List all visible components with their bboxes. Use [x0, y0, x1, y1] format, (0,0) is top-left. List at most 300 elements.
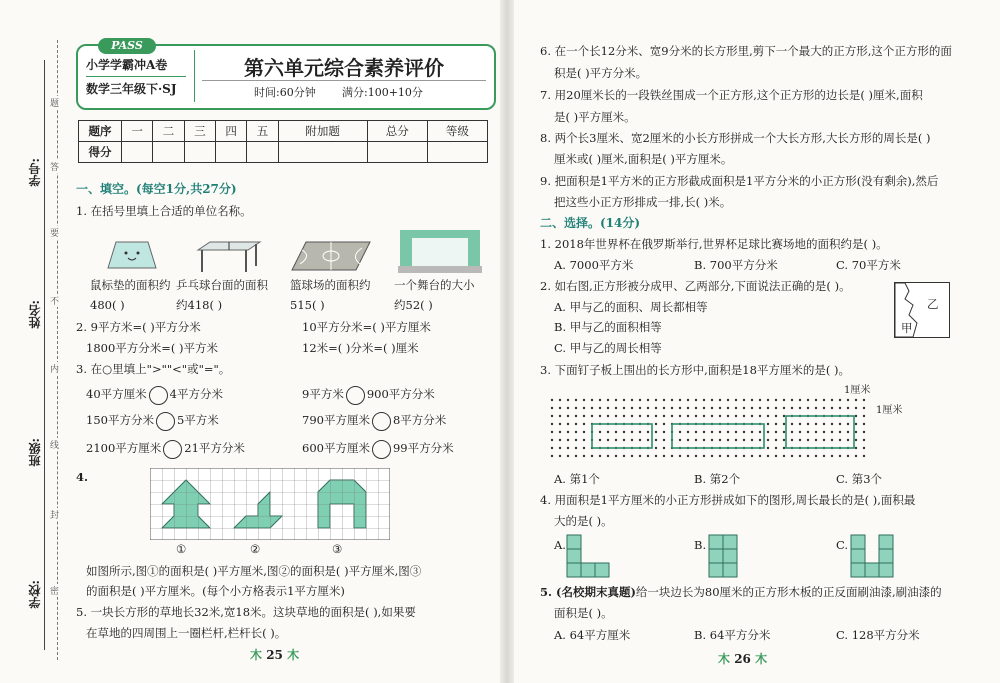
nail-dot [599, 407, 601, 409]
nail-dot [775, 455, 777, 457]
nail-dot [839, 431, 841, 433]
nail-dot [583, 415, 585, 417]
q1-item3-line1: 篮球场的面积约 [290, 278, 371, 292]
c3-nail-board [548, 396, 874, 466]
nail-dot [767, 399, 769, 401]
q3-row3-left [86, 438, 245, 459]
compare-right: 4平方分米 [169, 387, 223, 401]
nail-dot [583, 423, 585, 425]
c4-figure-b [708, 534, 738, 578]
c2-stem[interactable]: 2. 如右图,正方形被分成甲、乙两部分,下面说法正确的是( )。 [540, 279, 851, 293]
seal-char: 线 [50, 438, 59, 451]
q8-text-2[interactable]: 厘米或( )厘米,面积是( )平方厘米。 [554, 152, 733, 166]
nail-dot [575, 439, 577, 441]
nail-dot [591, 415, 593, 417]
nail-dot [719, 431, 721, 433]
table-cell: 四 [215, 121, 246, 142]
nail-dot [639, 455, 641, 457]
c3-option-c[interactable]: C. 第3个 [836, 472, 883, 486]
nail-dot [735, 455, 737, 457]
nail-dot [703, 407, 705, 409]
nail-dot [575, 447, 577, 449]
nail-dot [823, 399, 825, 401]
nail-dot [623, 439, 625, 441]
compare-circle[interactable] [149, 386, 168, 405]
nail-dot [847, 423, 849, 425]
nail-dot [767, 415, 769, 417]
nail-dot [855, 415, 857, 417]
nail-dot [831, 423, 833, 425]
nail-dot [847, 407, 849, 409]
nail-dot [863, 439, 865, 441]
nail-dot [567, 423, 569, 425]
nail-dot [863, 423, 865, 425]
c3-option-a[interactable]: A. 第1个 [554, 472, 600, 486]
compare-circle[interactable] [372, 440, 391, 459]
q4-label-2: ② [250, 542, 261, 556]
nail-dot [687, 415, 689, 417]
score-input-cell[interactable] [153, 142, 184, 163]
exam-title: 第六单元综合素养评价 [244, 56, 444, 80]
nail-dot [607, 431, 609, 433]
nail-dot [807, 407, 809, 409]
score-input-cell[interactable] [247, 142, 278, 163]
nail-dot [679, 399, 681, 401]
palm-icon: ⽊ [287, 648, 300, 662]
nail-dot [807, 431, 809, 433]
nail-dot [735, 431, 737, 433]
nail-dot [831, 431, 833, 433]
nail-dot [575, 423, 577, 425]
nail-dot [799, 399, 801, 401]
score-input-cell[interactable] [122, 142, 153, 163]
nail-dot [807, 439, 809, 441]
nail-dot [583, 407, 585, 409]
nail-dot [695, 439, 697, 441]
nail-dot [863, 431, 865, 433]
center-fold [500, 0, 514, 683]
nail-dot [855, 455, 857, 457]
score-input-cell[interactable] [367, 142, 427, 163]
c4-figure-c [850, 534, 894, 578]
seal-char: 不 [50, 294, 59, 307]
q5-text-2[interactable]: 在草地的四周围上一圈栏杆,栏杆长( )。 [86, 626, 287, 640]
q7-text-1[interactable]: 7. 用20厘米长的一段铁丝围成一个正方形,这个正方形的边长是( )厘米,面积 [540, 88, 923, 102]
nail-dot [767, 407, 769, 409]
nail-dot [719, 399, 721, 401]
nail-dot [687, 431, 689, 433]
nail-dot [743, 407, 745, 409]
nail-dot [647, 407, 649, 409]
nail-dot [679, 431, 681, 433]
nail-dot [863, 447, 865, 449]
c2-option-b[interactable]: B. 甲与乙的面积相等 [554, 320, 662, 334]
nail-dot [695, 455, 697, 457]
score-input-cell[interactable] [427, 142, 487, 163]
nail-dot [791, 423, 793, 425]
nail-dot [591, 455, 593, 457]
c1-option-b[interactable]: B. 700平方分米 [694, 258, 778, 272]
nail-dot [599, 455, 601, 457]
nail-dot [751, 399, 753, 401]
nail-dot [855, 399, 857, 401]
nail-dot [599, 399, 601, 401]
c3-option-b[interactable]: B. 第2个 [694, 472, 741, 486]
nail-dot [663, 447, 665, 449]
nail-dot [775, 399, 777, 401]
compare-circle[interactable] [163, 440, 182, 459]
c3-stem[interactable]: 3. 下面钉子板上围出的长方形中,面积是18平方厘米的是( )。 [540, 363, 851, 377]
nail-dot [855, 407, 857, 409]
nail-dot [767, 423, 769, 425]
nail-dot [735, 415, 737, 417]
nail-dot [655, 439, 657, 441]
nail-dot [575, 407, 577, 409]
q3-row3-right [302, 438, 454, 459]
c1-stem[interactable]: 1. 2018年世界杯在俄罗斯举行,世界杯足球比赛场地的面积约是( )。 [540, 237, 888, 251]
nail-dot [711, 455, 713, 457]
nail-dot [559, 407, 561, 409]
nail-dot [583, 439, 585, 441]
nail-dot [583, 399, 585, 401]
nail-dot [559, 431, 561, 433]
nail-dot [727, 407, 729, 409]
nail-dot [655, 447, 657, 449]
compare-circle[interactable] [156, 412, 175, 431]
q3-row1-right [302, 384, 435, 405]
nail-dot [807, 455, 809, 457]
q5-text-1[interactable]: 5. 一块长方形的草地长32米,宽18米。这块草地的面积是( ),如果要 [76, 605, 416, 619]
nail-dot [679, 407, 681, 409]
q4-text-2[interactable]: 的面积是( )平方厘米。(每个小方格表示1平方厘米) [86, 584, 345, 598]
nail-dot [567, 455, 569, 457]
c5-option-c[interactable]: C. 128平方分米 [836, 628, 920, 642]
nail-dot [823, 407, 825, 409]
nail-dot [559, 439, 561, 441]
nail-dot [687, 439, 689, 441]
nail-dot [751, 415, 753, 417]
nail-dot [823, 439, 825, 441]
page-footer-right [718, 650, 767, 667]
nail-dot [791, 399, 793, 401]
c5-text-2[interactable]: 面积是( )。 [554, 606, 613, 620]
class-label: 班级: [28, 438, 42, 467]
q2-b[interactable]: 10平方分米=( )平方厘米 [302, 320, 431, 334]
nail-dot [631, 415, 633, 417]
q9-text-2[interactable]: 把这些小正方形排成一排,长( )米。 [554, 195, 732, 209]
nail-dot [719, 415, 721, 417]
nail-dot [655, 423, 657, 425]
nail-dot [703, 455, 705, 457]
nail-dot [775, 415, 777, 417]
compare-right: 99平方分米 [392, 441, 454, 455]
nail-dot [743, 439, 745, 441]
nail-dot [783, 447, 785, 449]
compare-circle[interactable] [346, 386, 365, 405]
nail-dot [599, 439, 601, 441]
nail-dot [791, 407, 793, 409]
compare-right: 5平方米 [176, 413, 219, 427]
score-input-cell[interactable] [184, 142, 215, 163]
nail-dot [775, 407, 777, 409]
nail-dot [631, 399, 633, 401]
nail-dot [783, 407, 785, 409]
nail-dot [663, 415, 665, 417]
compare-left: 150平方分米 [86, 413, 154, 427]
table-cell: 一 [122, 121, 153, 142]
nail-dot [703, 415, 705, 417]
nail-dot [727, 455, 729, 457]
nail-dot [551, 399, 553, 401]
nail-dot [679, 439, 681, 441]
nail-dot [831, 439, 833, 441]
nail-dot [647, 415, 649, 417]
nail-dot [863, 407, 865, 409]
nail-dot [551, 423, 553, 425]
nail-dot [639, 415, 641, 417]
mouse-pad-picture [104, 240, 160, 270]
q1-item4-line2[interactable]: 约52( ) [394, 298, 433, 312]
table-cell: 五 [247, 121, 278, 142]
c4-option-a[interactable]: A. [554, 538, 566, 552]
nail-dot [727, 415, 729, 417]
nail-dot [863, 455, 865, 457]
q7-text-2[interactable]: 是( )平方厘米。 [554, 110, 636, 124]
nail-dot [663, 455, 665, 457]
nail-dot [791, 439, 793, 441]
c5-tag: 5. (名校期末真题) [540, 585, 636, 599]
c5-text-1[interactable] [540, 585, 942, 599]
score-input-cell[interactable] [278, 142, 367, 163]
nail-dot [623, 455, 625, 457]
nail-dot [575, 455, 577, 457]
q2-d[interactable]: 12米=( )分米=( )厘米 [302, 341, 419, 355]
q8-text-1[interactable]: 8. 两个长3厘米、宽2厘米的小长方形拼成一个大长方形,大长方形的周长是( ) [540, 131, 931, 145]
nail-dot [839, 399, 841, 401]
nail-dot [631, 439, 633, 441]
nail-dot [647, 431, 649, 433]
nail-dot [663, 407, 665, 409]
nail-dot [639, 407, 641, 409]
nail-dot [767, 439, 769, 441]
q6-text-1[interactable]: 6. 在一个长12分米、宽9分米的长方形里,剪下一个最大的正方形,这个正方形的面 [540, 44, 952, 58]
ping-pong-table-picture [196, 240, 262, 274]
q1-item2-line2[interactable]: 约418( ) [176, 298, 223, 312]
c2-fig-label-jia: 甲 [901, 321, 913, 335]
nail-dot [663, 399, 665, 401]
compare-left: 9平方米 [302, 387, 344, 401]
nail-dot [815, 431, 817, 433]
nail-dot [623, 415, 625, 417]
page-footer-left [250, 646, 299, 663]
name-label: 姓名: [28, 300, 42, 329]
nail-dot [823, 431, 825, 433]
nail-dot [591, 399, 593, 401]
nail-dot [799, 455, 801, 457]
nail-dot [863, 399, 865, 401]
nail-dot [711, 407, 713, 409]
school-label: 学校: [28, 580, 42, 609]
nail-dot [591, 407, 593, 409]
nail-rectangle-1 [592, 424, 652, 448]
c5-stem: 给一块边长为80厘米的正方形木板的正反面刷油漆,刷油漆的 [635, 585, 942, 599]
c2-option-a[interactable]: A. 甲与乙的面积、周长都相等 [554, 300, 708, 314]
nail-dot [671, 399, 673, 401]
c4-text-2[interactable]: 大的是( )。 [554, 514, 613, 528]
nail-dot [719, 407, 721, 409]
seal-char: 封 [50, 508, 59, 521]
table-cell: 二 [153, 121, 184, 142]
nail-dot [607, 399, 609, 401]
c4-text-1[interactable]: 4. 用面积是1平方厘米的小正方形拼成如下的图形,周长最长的是( ),面积最 [540, 493, 916, 507]
q1-item3-line2[interactable]: 515( ) [290, 298, 325, 312]
compare-left: 2100平方厘米 [86, 441, 162, 455]
c1-option-c[interactable]: C. 70平方米 [836, 258, 901, 272]
nail-dot [551, 415, 553, 417]
nail-dot [839, 455, 841, 457]
q1-item1-line2[interactable]: 480( ) [90, 298, 125, 312]
nail-dot [687, 407, 689, 409]
nail-dot [751, 431, 753, 433]
nail-dot [727, 431, 729, 433]
table-cell: 总分 [367, 121, 427, 142]
c2-fig-label-yi: 乙 [927, 297, 939, 311]
q3-stem: 3. 在○里填上">""<"或"="。 [76, 362, 231, 376]
nail-dot [735, 399, 737, 401]
nail-dot [751, 455, 753, 457]
basketball-court-picture [290, 240, 372, 272]
q2-c[interactable]: 1800平方分米=( )平方米 [86, 341, 219, 355]
nail-dot [623, 407, 625, 409]
q9-text-1[interactable]: 9. 把面积是1平方米的正方形截成面积是1平方分米的小正方形(没有剩余),然后 [540, 174, 939, 188]
nail-dot [583, 455, 585, 457]
nail-dot [567, 407, 569, 409]
nail-dot [783, 399, 785, 401]
nail-dot [743, 415, 745, 417]
nail-dot [863, 415, 865, 417]
nail-dot [751, 407, 753, 409]
nail-dot [775, 431, 777, 433]
nail-dot [623, 431, 625, 433]
nail-dot [759, 439, 761, 441]
compare-circle[interactable] [372, 412, 391, 431]
nail-dot [831, 455, 833, 457]
nail-dot [567, 447, 569, 449]
compare-right: 21平方分米 [184, 441, 245, 455]
nail-rectangle-3 [786, 416, 854, 448]
nail-dot [703, 431, 705, 433]
nail-dot [599, 431, 601, 433]
nail-dot [615, 415, 617, 417]
nail-dot [727, 439, 729, 441]
nail-dot [559, 447, 561, 449]
seal-char: 密 [50, 584, 59, 597]
nail-dot [727, 399, 729, 401]
compare-right: 900平方分米 [366, 387, 435, 401]
nail-dot [855, 447, 857, 449]
nail-dot [815, 439, 817, 441]
nail-dot [783, 431, 785, 433]
nail-dot [639, 439, 641, 441]
exam-header [76, 39, 496, 110]
nail-dot [575, 399, 577, 401]
seal-char: 内 [50, 362, 59, 375]
seal-char: 要 [50, 226, 59, 239]
q1-item4-line1: 一个舞台的大小 [394, 278, 475, 292]
nail-dot [839, 407, 841, 409]
nail-dot [655, 455, 657, 457]
nail-dot [631, 455, 633, 457]
nail-dot [799, 431, 801, 433]
table-cell: 等级 [427, 121, 487, 142]
c5-option-a[interactable]: A. 64平方厘米 [554, 628, 631, 642]
c2-option-c[interactable]: C. 甲与乙的周长相等 [554, 341, 662, 355]
nail-dot [703, 439, 705, 441]
c1-option-a[interactable]: A. 7000平方米 [554, 258, 634, 272]
nail-dot [783, 415, 785, 417]
score-input-cell[interactable] [215, 142, 246, 163]
q3-row2-right [302, 410, 446, 431]
nail-dot [631, 407, 633, 409]
palm-icon: ⽊ [718, 652, 731, 666]
nail-dot [551, 455, 553, 457]
q4-label-1: ① [176, 542, 187, 556]
c4-option-b[interactable]: B. [694, 538, 707, 552]
c4-figure-a [566, 534, 610, 578]
c5-option-b[interactable]: B. 64平方分米 [694, 628, 771, 642]
nail-dot [775, 447, 777, 449]
nail-dot [855, 439, 857, 441]
compare-left: 40平方厘米 [86, 387, 147, 401]
nail-dot [599, 415, 601, 417]
nail-dot [711, 415, 713, 417]
nail-dot [607, 439, 609, 441]
nail-dot [559, 455, 561, 457]
nail-dot [815, 455, 817, 457]
compare-left: 790平方厘米 [302, 413, 370, 427]
nail-dot [735, 439, 737, 441]
nail-dot [615, 407, 617, 409]
table-cell: 题序 [79, 121, 122, 142]
student-id-label: 学号: [28, 158, 42, 187]
q6-text-2[interactable]: 积是( )平方分米。 [554, 66, 648, 80]
nail-dot [551, 439, 553, 441]
seal-char: 题 [50, 96, 59, 109]
nail-dot [759, 415, 761, 417]
nail-dot [815, 407, 817, 409]
nail-dot [655, 415, 657, 417]
nail-dot [823, 423, 825, 425]
q1-stem: 1. 在括号里填上合适的单位名称。 [76, 204, 252, 218]
q3-row2-left [86, 410, 219, 431]
nail-dot [695, 407, 697, 409]
table-cell: 得分 [79, 142, 122, 163]
nail-dot [567, 415, 569, 417]
nail-dot [575, 415, 577, 417]
nail-dot [639, 431, 641, 433]
q4-text-1[interactable]: 如图所示,图①的面积是( )平方厘米,图②的面积是( )平方厘米,图③ [86, 564, 422, 578]
q2-a[interactable]: 2. 9平方米=( )平方分米 [76, 320, 201, 334]
q4-grid-figure [150, 468, 390, 540]
palm-icon: ⽊ [755, 652, 768, 666]
c4-option-c[interactable]: C. [836, 538, 849, 552]
nail-dot [687, 399, 689, 401]
nail-dot [735, 407, 737, 409]
stage-picture [398, 228, 482, 274]
nail-dot [559, 423, 561, 425]
nail-dot [655, 399, 657, 401]
nail-dot [743, 431, 745, 433]
